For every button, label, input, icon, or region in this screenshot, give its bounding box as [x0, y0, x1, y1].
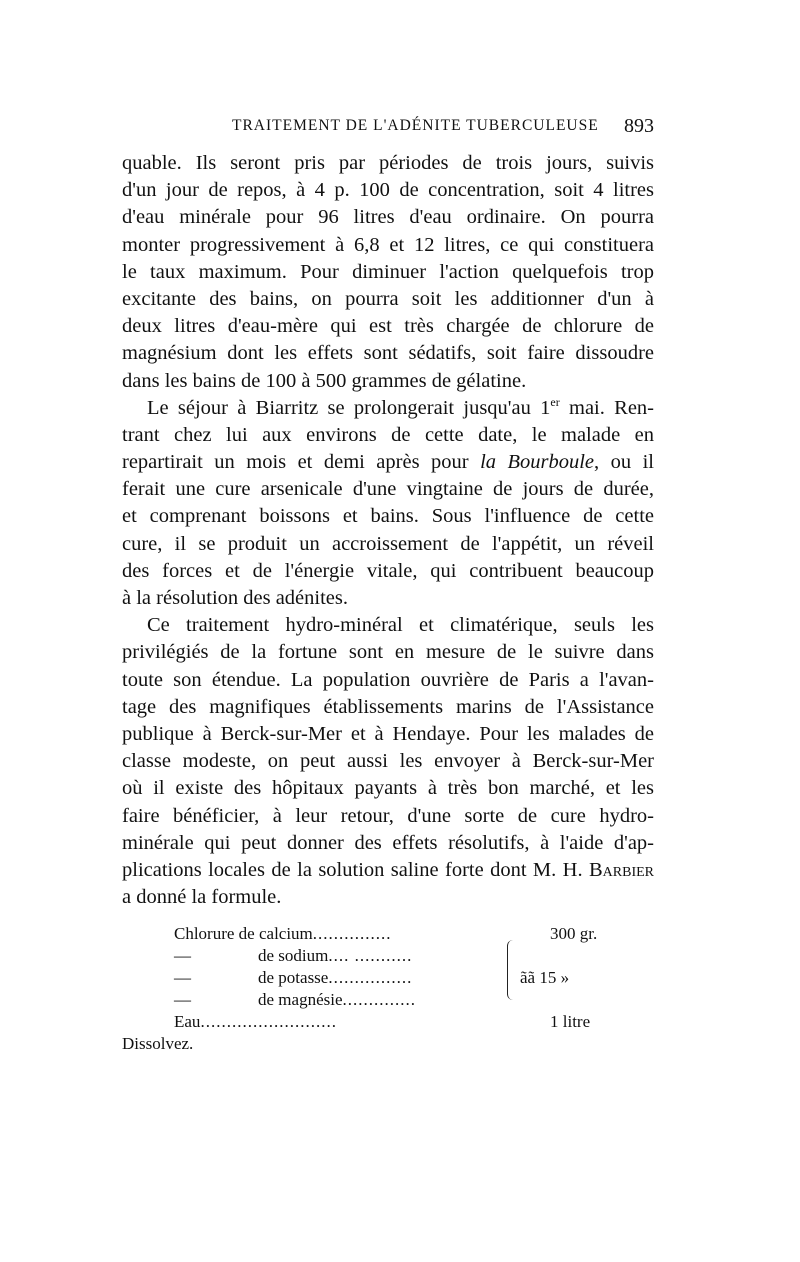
text-line: faire bénéficier, à leur retour, d'une sorte de cure hydro-: [122, 804, 654, 827]
text-line: où il existe des hôpitaux payants à très bon marché, et les: [122, 777, 654, 800]
formula-row: [122, 990, 654, 1012]
text-line: privilégiés de la fortune sont en mesure de le suivre dans: [122, 641, 654, 664]
dissolvez-instruction: Dissolvez.: [122, 1034, 194, 1053]
ditto-dash: —: [174, 968, 191, 987]
formula-ingredient: [174, 1012, 337, 1032]
text-line: Ce traitement hydro-minéral et climatérique, seuls les: [147, 614, 654, 637]
small-caps-name: Barbier: [588, 858, 654, 881]
formula-row: [122, 946, 654, 968]
text-line: cure, il se produit un accroissement de l'appétit, un réveil: [122, 532, 654, 555]
text-span: mai. Ren-: [559, 396, 654, 419]
text-line: [122, 857, 654, 884]
superscript: er: [550, 394, 560, 409]
formula-row: [122, 1012, 654, 1034]
formula-ingredient: [258, 946, 412, 966]
ditto-dash: —: [174, 946, 191, 965]
running-title: TRAITEMENT DE L'ADÉNITE TUBERCULEUSE: [232, 117, 599, 134]
text-line: [122, 449, 654, 476]
text-span: Le séjour à Biarritz se prolongerait jusqu'au 1: [147, 396, 551, 419]
leader-dots: ..........................: [200, 1012, 337, 1031]
leader-dots: ...............: [312, 924, 392, 943]
text-span: plications locales de la solution saline forte dont M. H.: [122, 858, 589, 881]
formula-row: [122, 924, 654, 946]
shared-quantity: ãã 15 »: [520, 968, 570, 987]
formula-quantity: 1 litre: [550, 1012, 591, 1031]
text-line: dans les bains de 100 à 500 grammes de gélatine.: [122, 369, 527, 392]
text-line: des forces et de l'énergie vitale, qui contribuent beaucoup: [122, 559, 654, 582]
running-head: [122, 117, 654, 143]
text-line: deux litres d'eau-mère qui est très chargée de chlorure de: [122, 315, 654, 338]
text-line: a donné la formule.: [122, 886, 282, 909]
text-line: classe modeste, on peut aussi les envoyer à Berck-sur-Mer: [122, 750, 654, 773]
text-line: et comprenant boissons et bains. Sous l'influence de cette: [122, 505, 654, 528]
formula-quantity: 300 gr.: [550, 924, 598, 943]
text-line: excitante des bains, on pourra soit les additionner d'un à: [122, 287, 654, 310]
formula-row: [122, 1034, 654, 1056]
text-line: minérale qui peut donner des effets résolutifs, à l'aide d'ap-: [122, 831, 654, 854]
text-line: magnésium dont les effets sont sédatifs, soit faire dissoudre: [122, 342, 654, 365]
text-span: repartirait un mois et demi après pour: [122, 451, 481, 474]
text-line: d'eau minérale pour 96 litres d'eau ordinaire. On pourra: [122, 206, 654, 229]
formula-table: [122, 924, 654, 1056]
text-line: monter progressivement à 6,8 et 12 litres, ce qui constituera: [122, 233, 654, 256]
text-line: tage des magnifiques établissements marins de l'Assistance: [122, 695, 654, 718]
formula-ingredient: [174, 924, 392, 944]
body-text: [122, 150, 654, 911]
text-line: publique à Berck-sur-Mer et à Hendaye. Pour les malades de: [122, 722, 654, 745]
formula-row: [122, 968, 654, 990]
ingredient-name: Eau: [174, 1012, 201, 1031]
ditto-dash: —: [174, 990, 191, 1009]
text-line: d'un jour de repos, à 4 p. 100 de concentration, soit 4 litres: [122, 179, 654, 202]
formula-ingredient: [258, 968, 412, 988]
text-span: , ou il: [594, 451, 654, 474]
text-line: trant chez lui aux environs de cette date, le malade en: [122, 423, 654, 446]
leader-dots: .... ...........: [328, 946, 413, 965]
formula-ingredient: [258, 990, 416, 1010]
text-line: à la résolution des adénites.: [122, 587, 349, 609]
ingredient-name: Chlorure de calcium: [174, 924, 313, 943]
ingredient-name: de magnésie: [258, 990, 343, 1009]
ingredient-name: de sodium: [258, 946, 329, 965]
grouping-brace: [507, 940, 516, 1000]
leader-dots: ..............: [342, 990, 416, 1009]
page-number: 893: [624, 115, 654, 137]
text-line: le taux maximum. Pour diminuer l'action quelquefois trop: [122, 260, 654, 283]
ingredient-name: de potasse: [258, 968, 329, 987]
text-line: toute son étendue. La population ouvrière de Paris a l'avan-: [122, 668, 654, 691]
italic-title: la Bourboule: [480, 451, 595, 474]
text-line: quable. Ils seront pris par périodes de trois jours, suivis: [122, 152, 654, 174]
leader-dots: ................: [328, 968, 413, 987]
text-line: [122, 395, 654, 422]
text-line: ferait une cure arsenicale d'une vingtaine de jours de durée,: [122, 478, 654, 501]
